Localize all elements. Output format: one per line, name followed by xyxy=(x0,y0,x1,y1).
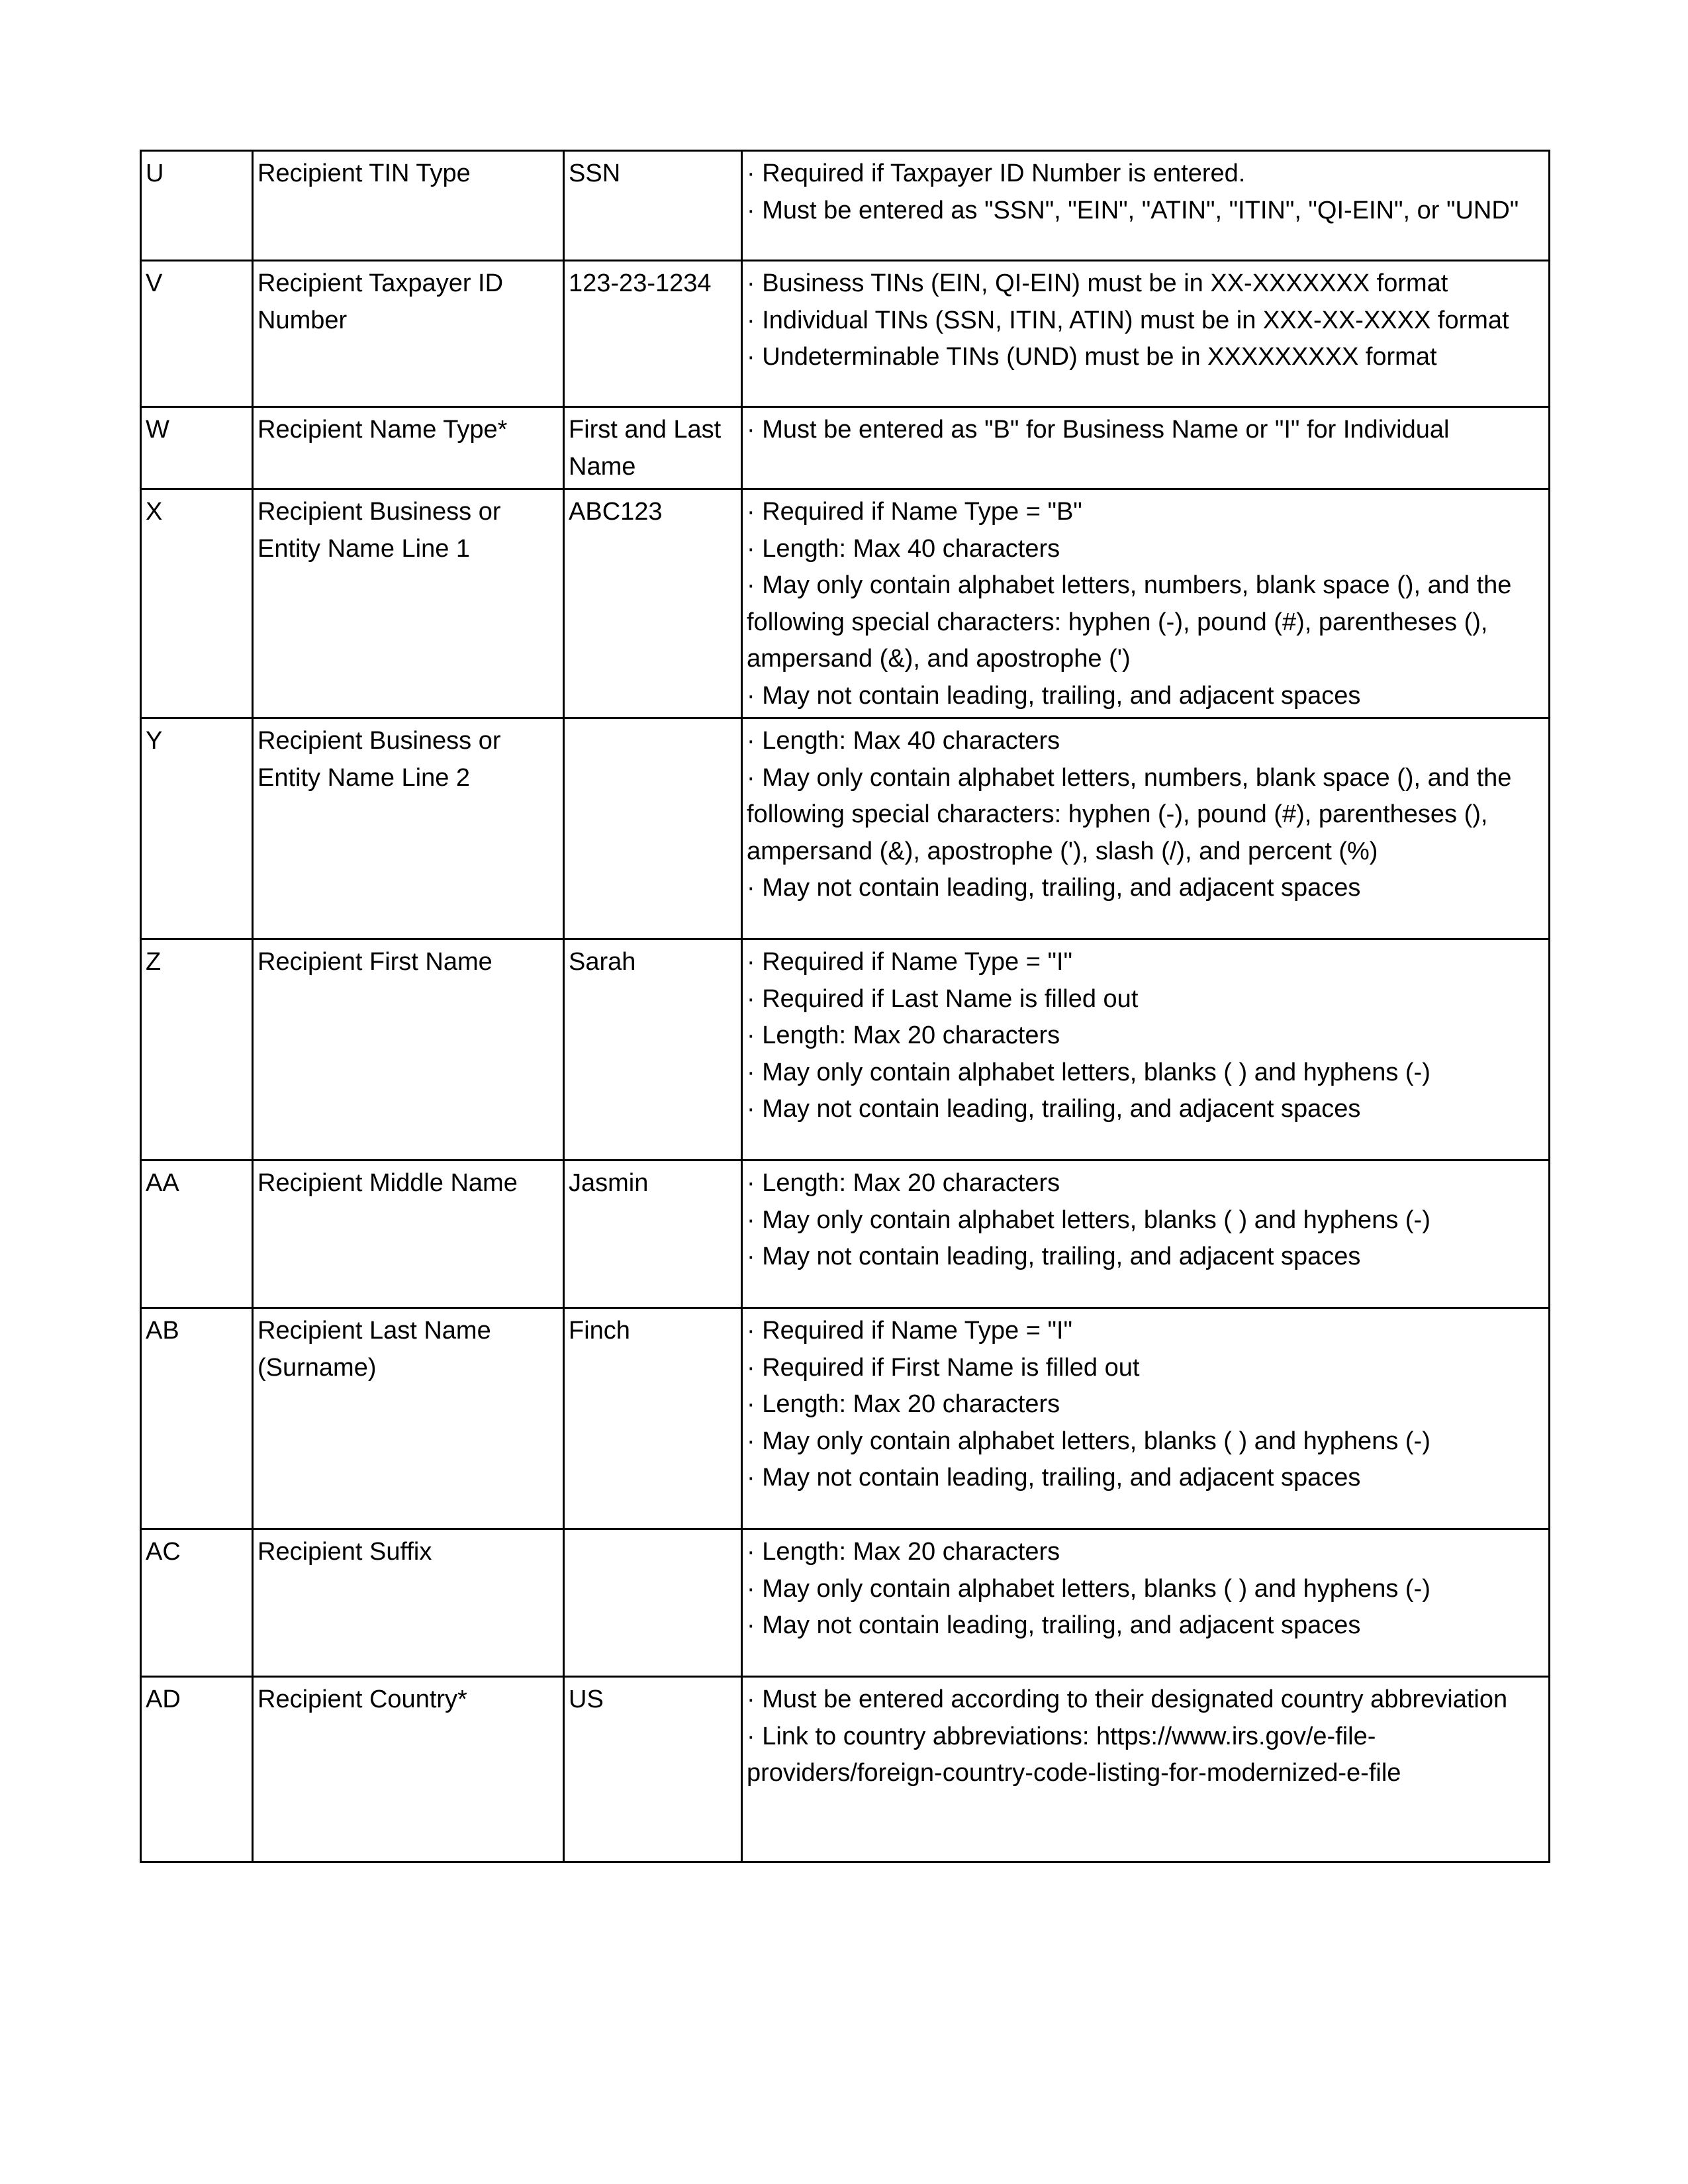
validation-rules-cell xyxy=(742,718,1550,939)
column-letter-cell: W xyxy=(141,407,253,489)
table-row xyxy=(141,1677,1550,1862)
field-name-cell: Recipient Country* xyxy=(253,1677,564,1862)
rule-line: · Length: Max 40 characters xyxy=(747,534,1060,563)
rule-line: · May only contain alphabet letters, numbers, blank space (), and the following special characters: hyphen (-), pound (#), parentheses (), ampersand (&), apostrophe ('), slash (/), and percent (%) xyxy=(747,763,1512,865)
rule-line: · Required if Taxpayer ID Number is entered. xyxy=(747,160,1246,187)
rule-line: · Individual TINs (SSN, ITIN, ATIN) must be in XXX-XX-XXXX format xyxy=(747,306,1509,334)
table-row xyxy=(141,151,1550,261)
rule-line: · May only contain alphabet letters, blanks ( ) and hyphens (-) xyxy=(747,1058,1430,1086)
validation-rules-cell xyxy=(742,1529,1550,1677)
validation-rules-cell xyxy=(742,407,1550,489)
column-letter-cell: Y xyxy=(141,718,253,939)
rule-line: · May not contain leading, trailing, and adjacent spaces xyxy=(747,1611,1361,1639)
rule-line: · Business TINs (EIN, QI-EIN) must be in XX-XXXXXXX format xyxy=(747,269,1448,297)
field-name-cell: Recipient Last Name (Surname) xyxy=(253,1308,564,1529)
rule-line: · May not contain leading, trailing, and adjacent spaces xyxy=(747,1464,1361,1492)
rule-line: · May only contain alphabet letters, blanks ( ) and hyphens (-) xyxy=(747,1206,1430,1234)
field-name-cell: Recipient Business or Entity Name Line 2 xyxy=(253,718,564,939)
rule-line: · May not contain leading, trailing, and adjacent spaces xyxy=(747,681,1361,710)
rule-line: · Must be entered as "SSN", "EIN", "ATIN", "ITIN", "QI-EIN", or "UND" xyxy=(747,196,1519,224)
rule-line: · May only contain alphabet letters, blanks ( ) and hyphens (-) xyxy=(747,1574,1430,1603)
rule-line: · Required if First Name is filled out xyxy=(747,1353,1140,1382)
rule-line: · May not contain leading, trailing, and adjacent spaces xyxy=(747,1095,1361,1123)
table-row xyxy=(141,1308,1550,1529)
rule-line: · Length: Max 20 characters xyxy=(747,1390,1060,1418)
column-letter-cell: V xyxy=(141,261,253,407)
table-row xyxy=(141,1161,1550,1308)
rule-line: · Must be entered according to their designated country abbreviation xyxy=(747,1685,1508,1713)
field-name-cell: Recipient Taxpayer ID Number xyxy=(253,261,564,407)
validation-rules-cell xyxy=(742,1677,1550,1862)
rule-line: · Required if Name Type = "B" xyxy=(747,498,1082,526)
example-value-cell: Finch xyxy=(564,1308,742,1529)
column-letter-cell: AC xyxy=(141,1529,253,1677)
field-name-cell: Recipient Middle Name xyxy=(253,1161,564,1308)
rule-line: · Must be entered as "B" for Business Name or "I" for Individual xyxy=(747,416,1450,444)
validation-rules-cell xyxy=(742,489,1550,718)
example-value-cell: US xyxy=(564,1677,742,1862)
example-value-cell: Sarah xyxy=(564,939,742,1161)
example-value-cell: ABC123 xyxy=(564,489,742,718)
example-value-cell: Jasmin xyxy=(564,1161,742,1308)
table-row xyxy=(141,1529,1550,1677)
rule-line: · Length: Max 40 characters xyxy=(747,727,1060,755)
field-name-cell: Recipient TIN Type xyxy=(253,151,564,261)
field-spec-table xyxy=(140,150,1550,1863)
rule-line: · May not contain leading, trailing, and adjacent spaces xyxy=(747,1243,1361,1270)
column-letter-cell: Z xyxy=(141,939,253,1161)
rule-line: · Length: Max 20 characters xyxy=(747,1538,1060,1566)
example-value-cell: First and Last Name xyxy=(564,407,742,489)
field-name-cell: Recipient Suffix xyxy=(253,1529,564,1677)
validation-rules-cell xyxy=(742,1308,1550,1529)
rule-line: · May not contain leading, trailing, and adjacent spaces xyxy=(747,874,1361,902)
field-name-cell: Recipient Business or Entity Name Line 1 xyxy=(253,489,564,718)
field-name-cell: Recipient First Name xyxy=(253,939,564,1161)
validation-rules-cell xyxy=(742,939,1550,1161)
field-name-cell: Recipient Name Type* xyxy=(253,407,564,489)
rule-line: · Length: Max 20 characters xyxy=(747,1021,1060,1049)
example-value-cell: SSN xyxy=(564,151,742,261)
rule-line: · Undeterminable TINs (UND) must be in XXXXXXXXX format xyxy=(747,343,1437,371)
rule-line: · Required if Last Name is filled out xyxy=(747,984,1139,1013)
example-value-cell xyxy=(564,1529,742,1677)
column-letter-cell: AA xyxy=(141,1161,253,1308)
validation-rules-cell xyxy=(742,1161,1550,1308)
rule-line: · May only contain alphabet letters, numbers, blank space (), and the following special characters: hyphen (-), pound (#), parentheses (), ampersand (&), and apostrophe (') xyxy=(747,571,1512,673)
rule-line: · May only contain alphabet letters, blanks ( ) and hyphens (-) xyxy=(747,1427,1430,1455)
validation-rules-cell xyxy=(742,261,1550,407)
table-row xyxy=(141,489,1550,718)
column-letter-cell: U xyxy=(141,151,253,261)
rule-line: · Required if Name Type = "I" xyxy=(747,1317,1072,1345)
example-value-cell xyxy=(564,718,742,939)
table-row xyxy=(141,939,1550,1161)
table-row xyxy=(141,261,1550,407)
table-row xyxy=(141,407,1550,489)
country-code-link-rule: · Link to country abbreviations: https://www.irs.gov/e-file-providers/foreign-country-code-listing-for-modernized-e-file xyxy=(747,1722,1401,1787)
column-letter-cell: X xyxy=(141,489,253,718)
rule-line: · Required if Name Type = "I" xyxy=(747,948,1072,976)
validation-rules-cell xyxy=(742,151,1550,261)
example-value-cell: 123-23-1234 xyxy=(564,261,742,407)
rule-line: · Length: Max 20 characters xyxy=(747,1169,1060,1197)
table-row xyxy=(141,718,1550,939)
column-letter-cell: AD xyxy=(141,1677,253,1862)
column-letter-cell: AB xyxy=(141,1308,253,1529)
